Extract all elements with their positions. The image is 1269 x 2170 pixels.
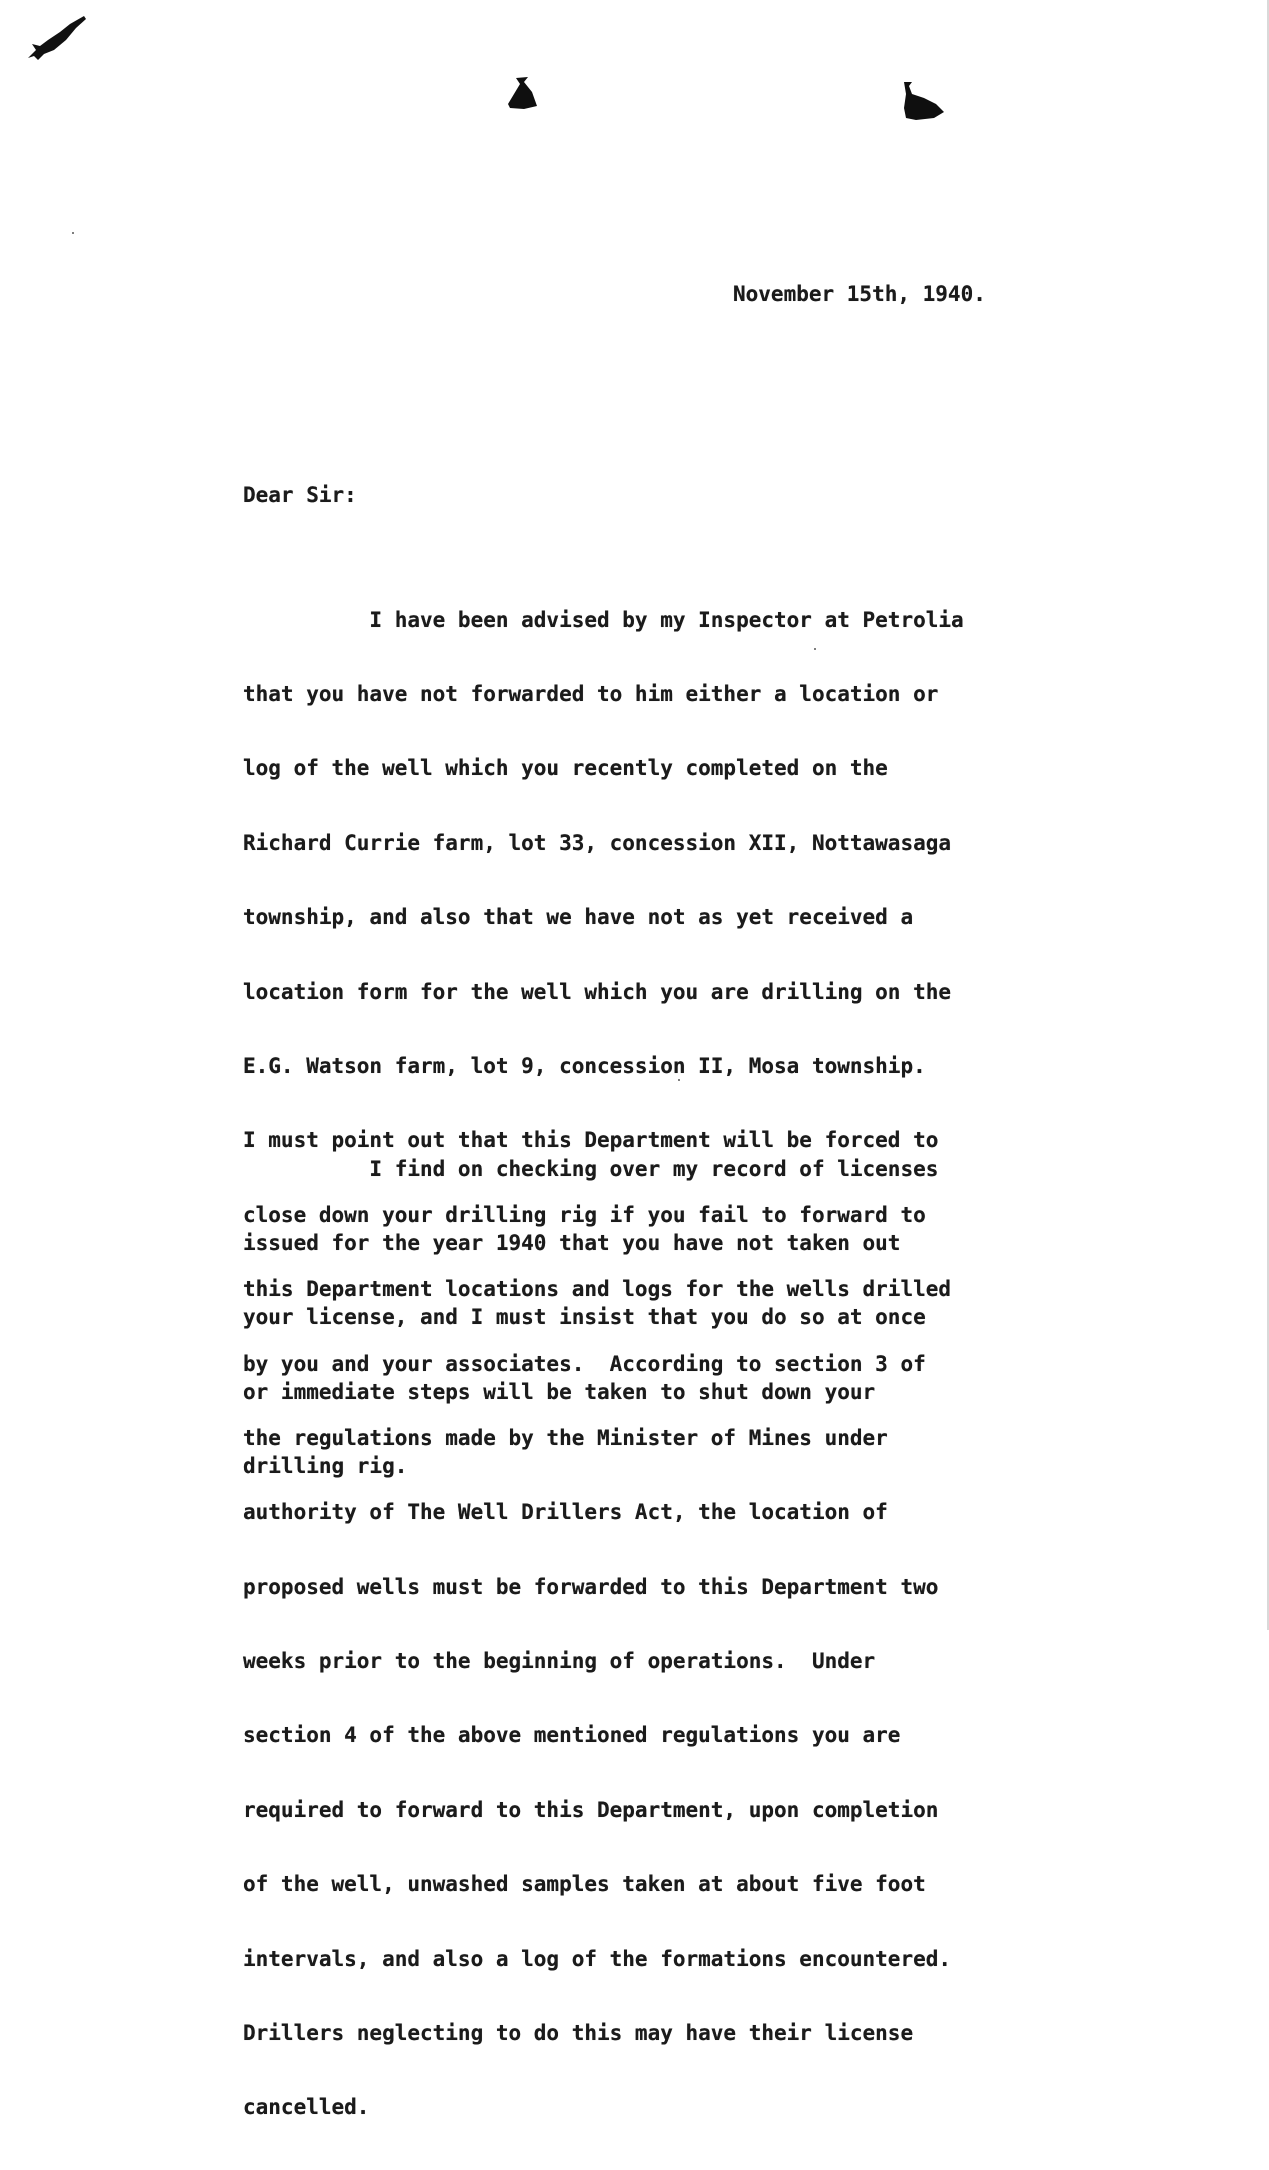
paragraph-line: that you have not forwarded to him either a location or xyxy=(243,681,939,706)
ink-blot-top-center xyxy=(506,76,540,112)
paragraph-line: issued for the year 1940 that you have not taken out xyxy=(243,1230,901,1255)
paragraph-line: log of the well which you recently completed on the xyxy=(243,756,888,781)
paragraph-line: your license, and I must insist that you do so at once xyxy=(243,1305,926,1330)
paragraph-line: by you and your associates. According to section 3 of xyxy=(243,1351,926,1376)
paragraph-line: intervals, and also a log of the formations encountered. xyxy=(243,1946,952,1971)
paragraph-line: Drillers neglecting to do this may have their license xyxy=(243,2021,914,2046)
paragraph-line: drilling rig. xyxy=(243,1454,408,1479)
paragraph-line: required to forward to this Department, upon completion xyxy=(243,1797,939,1822)
paragraph-line: of the well, unwashed samples taken at about five foot xyxy=(243,1872,926,1897)
salutation: Dear Sir: xyxy=(243,483,357,507)
body-paragraph-2 xyxy=(243,1107,938,1529)
paragraph-line: this Department locations and logs for the wells drilled xyxy=(243,1277,952,1302)
paragraph-line: township, and also that we have not as yet received a xyxy=(243,905,914,930)
paragraph-line: I find on checking over my record of licenses xyxy=(243,1156,939,1181)
paragraph-line: section 4 of the above mentioned regulations you are xyxy=(243,1723,901,1748)
ink-blot-top-right xyxy=(900,80,948,124)
paragraph-line: proposed wells must be forwarded to this Department two xyxy=(243,1574,939,1599)
paragraph-line: the regulations made by the Minister of Mines under xyxy=(243,1425,888,1450)
paragraph-line: E.G. Watson farm, lot 9, concession II, Mosa township. xyxy=(243,1053,926,1078)
ink-blot-top-left xyxy=(26,14,90,62)
paragraph-line: Richard Currie farm, lot 33, concession XII, Nottawasaga xyxy=(243,830,952,855)
letter-date: November 15th, 1940. xyxy=(733,282,986,306)
paragraph-line: cancelled. xyxy=(243,2095,370,2120)
paragraph-line: weeks prior to the beginning of operations. Under xyxy=(243,1649,876,1674)
speck xyxy=(72,232,74,234)
paragraph-line: close down your drilling rig if you fail to forward to xyxy=(243,1202,926,1227)
paragraph-line: I must point out that this Department will be forced to xyxy=(243,1128,939,1153)
paragraph-line: I have been advised by my Inspector at Petrolia xyxy=(243,607,964,632)
paragraph-line: or immediate steps will be taken to shut down your xyxy=(243,1379,876,1404)
paragraph-line: location form for the well which you are drilling on the xyxy=(243,979,952,1004)
paragraph-line: authority of The Well Drillers Act, the location of xyxy=(243,1500,888,1525)
